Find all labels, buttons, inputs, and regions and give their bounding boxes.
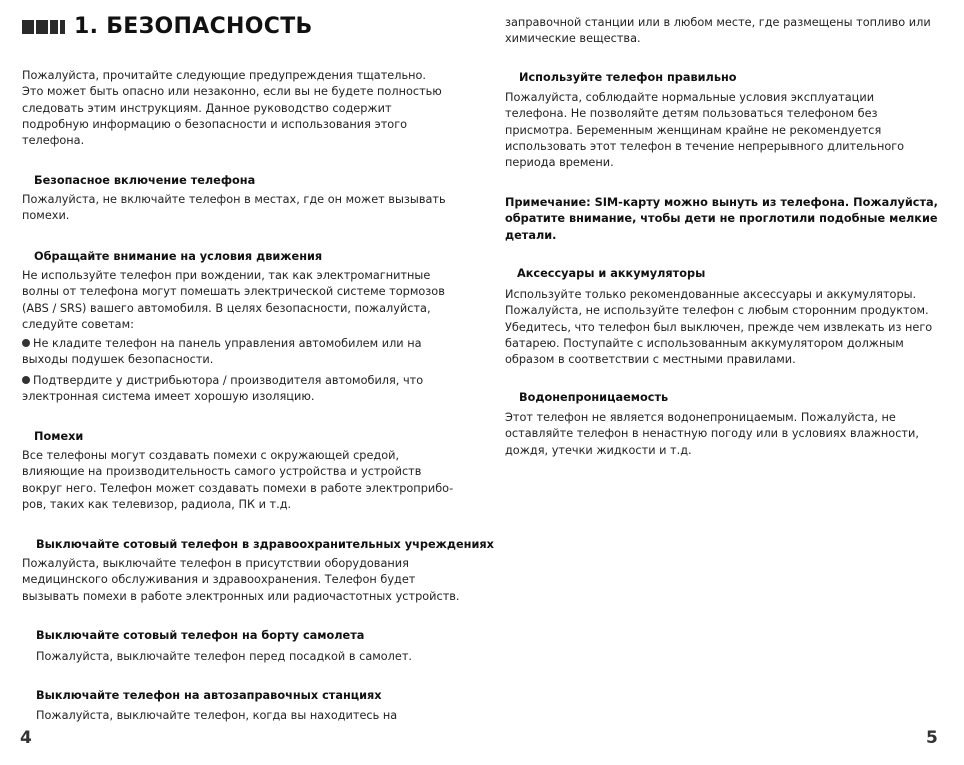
paragraph-line: батарею. Поступайте с использованным аккумулятором должным	[505, 336, 904, 350]
paragraph-line: Пожалуйста, выключайте телефон перед посадкой в самолет.	[36, 650, 413, 663]
paragraph-line: Пожалуйста, не включайте телефон в местах, где он может вызывать	[22, 193, 446, 206]
heading-traffic: Обращайте внимание на условия движения	[34, 250, 323, 263]
title-bars-icon	[22, 20, 65, 34]
paragraph-healthcare	[22, 556, 460, 605]
heading-healthcare: Выключайте сотовый телефон в здравоохранительных учреждениях	[36, 538, 494, 551]
bullet-item	[22, 336, 422, 352]
intro-line: следовать этим инструкциям. Данное руководство содержит	[22, 101, 392, 115]
intro-line: Это может быть опасно или незаконно, если вы не будете полностью	[22, 85, 442, 99]
bullet-continuation: выходы подушек безопасности.	[22, 353, 214, 367]
paragraph-line: присмотра. Беременным женщинам крайне не рекомендуется	[505, 123, 882, 137]
paragraph-line: помехи.	[22, 209, 70, 223]
paragraph-line: Не используйте телефон при вождении, так как электромагнитные	[22, 269, 431, 282]
paragraph-airplane	[36, 649, 412, 665]
paragraph-line: вокруг него. Телефон может создавать помехи в работе электроприбо-	[22, 481, 454, 495]
bullet-continuation: электронная система имеет хорошую изоляцию.	[22, 390, 315, 404]
paragraph-line: влияющие на производительность самого устройства и устройств	[22, 465, 422, 479]
sim-card-note	[505, 195, 938, 244]
paragraph-line: заправочной станции или в любом месте, где размещены топливо или	[505, 16, 931, 29]
page-number-right: 5	[926, 728, 938, 748]
bullet-list	[22, 336, 422, 369]
paragraph-line: образом в соответствии с местными правилами.	[505, 353, 796, 367]
intro-line: телефона.	[22, 134, 85, 148]
paragraph-interference	[22, 448, 453, 513]
paragraph-line: Пожалуйста, выключайте телефон в присутствии оборудования	[22, 557, 409, 570]
paragraph-line: Используйте только рекомендованные аксессуары и аккумуляторы.	[505, 288, 917, 301]
paragraph-accessories	[505, 287, 932, 368]
heading-gas-station: Выключайте телефон на автозаправочных станциях	[36, 689, 382, 702]
paragraph-line: Все телефоны могут создавать помехи с окружающей средой,	[22, 449, 400, 462]
paragraph-line: Пожалуйста, выключайте телефон, когда вы находитесь на	[36, 709, 398, 722]
paragraph-line: Пожалуйста, не используйте телефон с любым сторонним продуктом.	[505, 304, 929, 318]
intro-line: Пожалуйста, прочитайте следующие предупреждения тщательно.	[22, 69, 427, 82]
bullet-list	[22, 373, 423, 406]
bullet-item	[22, 373, 423, 389]
paragraph-line: телефона. Не позволяйте детям пользоваться телефоном без	[505, 107, 878, 121]
heading-airplane: Выключайте сотовый телефон на борту самолета	[36, 629, 365, 642]
paragraph-line: использовать этот телефон в течение непрерывного длительного	[505, 139, 905, 153]
paragraph-line: следуйте советам:	[22, 317, 134, 331]
paragraph-line: Пожалуйста, соблюдайте нормальные условия эксплуатации	[505, 91, 875, 104]
heading-safe-power-on: Безопасное включение телефона	[34, 174, 256, 187]
right-page	[482, 0, 964, 765]
bullet-icon	[22, 376, 30, 384]
bullet-text: Не кладите телефон на панель управления автомобилем или на	[33, 337, 422, 350]
heading-interference: Помехи	[34, 430, 84, 443]
note-line: детали.	[505, 228, 557, 242]
paragraph-line: периода времени.	[505, 156, 614, 170]
paragraph-line: Убедитесь, что телефон был выключен, прежде чем извлекать из него	[505, 320, 933, 334]
paragraph-line: вызывать помехи в работе электронных или радиочастотных устройств.	[22, 589, 460, 603]
paragraph-line: Этот телефон не является водонепроницаемым. Пожалуйста, не	[505, 411, 896, 424]
paragraph-line: медицинского обслуживания и здравоохранения. Телефон будет	[22, 573, 416, 587]
section-title-row	[22, 14, 313, 39]
heading-accessories: Аксессуары и аккумуляторы	[517, 267, 706, 280]
paragraph-line: ров, таких как телевизор, радиола, ПК и т.д.	[22, 497, 292, 511]
heading-proper-use: Используйте телефон правильно	[519, 71, 737, 84]
continuation-paragraph	[505, 15, 931, 48]
page-title: 1. БЕЗОПАСНОСТЬ	[74, 14, 313, 39]
note-line: Примечание: SIM-карту можно вынуть из телефона. Пожалуйста,	[505, 196, 938, 209]
paragraph-proper-use	[505, 90, 904, 171]
note-line: обратите внимание, чтобы дети не проглотили подобные мелкие	[505, 212, 938, 226]
intro-paragraph	[22, 68, 442, 149]
paragraph-traffic	[22, 268, 445, 333]
paragraph-line: химические вещества.	[505, 32, 641, 46]
paragraph-line: оставляйте телефон в ненастную погоду или в условиях влажности,	[505, 427, 919, 441]
paragraph-line: волны от телефона могут помешать электрической системе тормозов	[22, 285, 445, 299]
paragraph-line: дождя, утечки жидкости и т.д.	[505, 443, 692, 457]
paragraph-gas-station	[36, 708, 397, 724]
paragraph-line: (ABS / SRS) вашего автомобиля. В целях безопасности, пожалуйста,	[22, 301, 431, 315]
bullet-text: Подтвердите у дистрибьютора / производителя автомобиля, что	[33, 374, 424, 387]
bullet-icon	[22, 339, 30, 347]
page-number-left: 4	[20, 728, 32, 748]
paragraph-safe-power-on	[22, 192, 446, 225]
heading-waterproof: Водонепроницаемость	[519, 391, 669, 404]
paragraph-waterproof	[505, 410, 919, 459]
intro-line: подробную информацию о безопасности и использования этого	[22, 117, 408, 131]
